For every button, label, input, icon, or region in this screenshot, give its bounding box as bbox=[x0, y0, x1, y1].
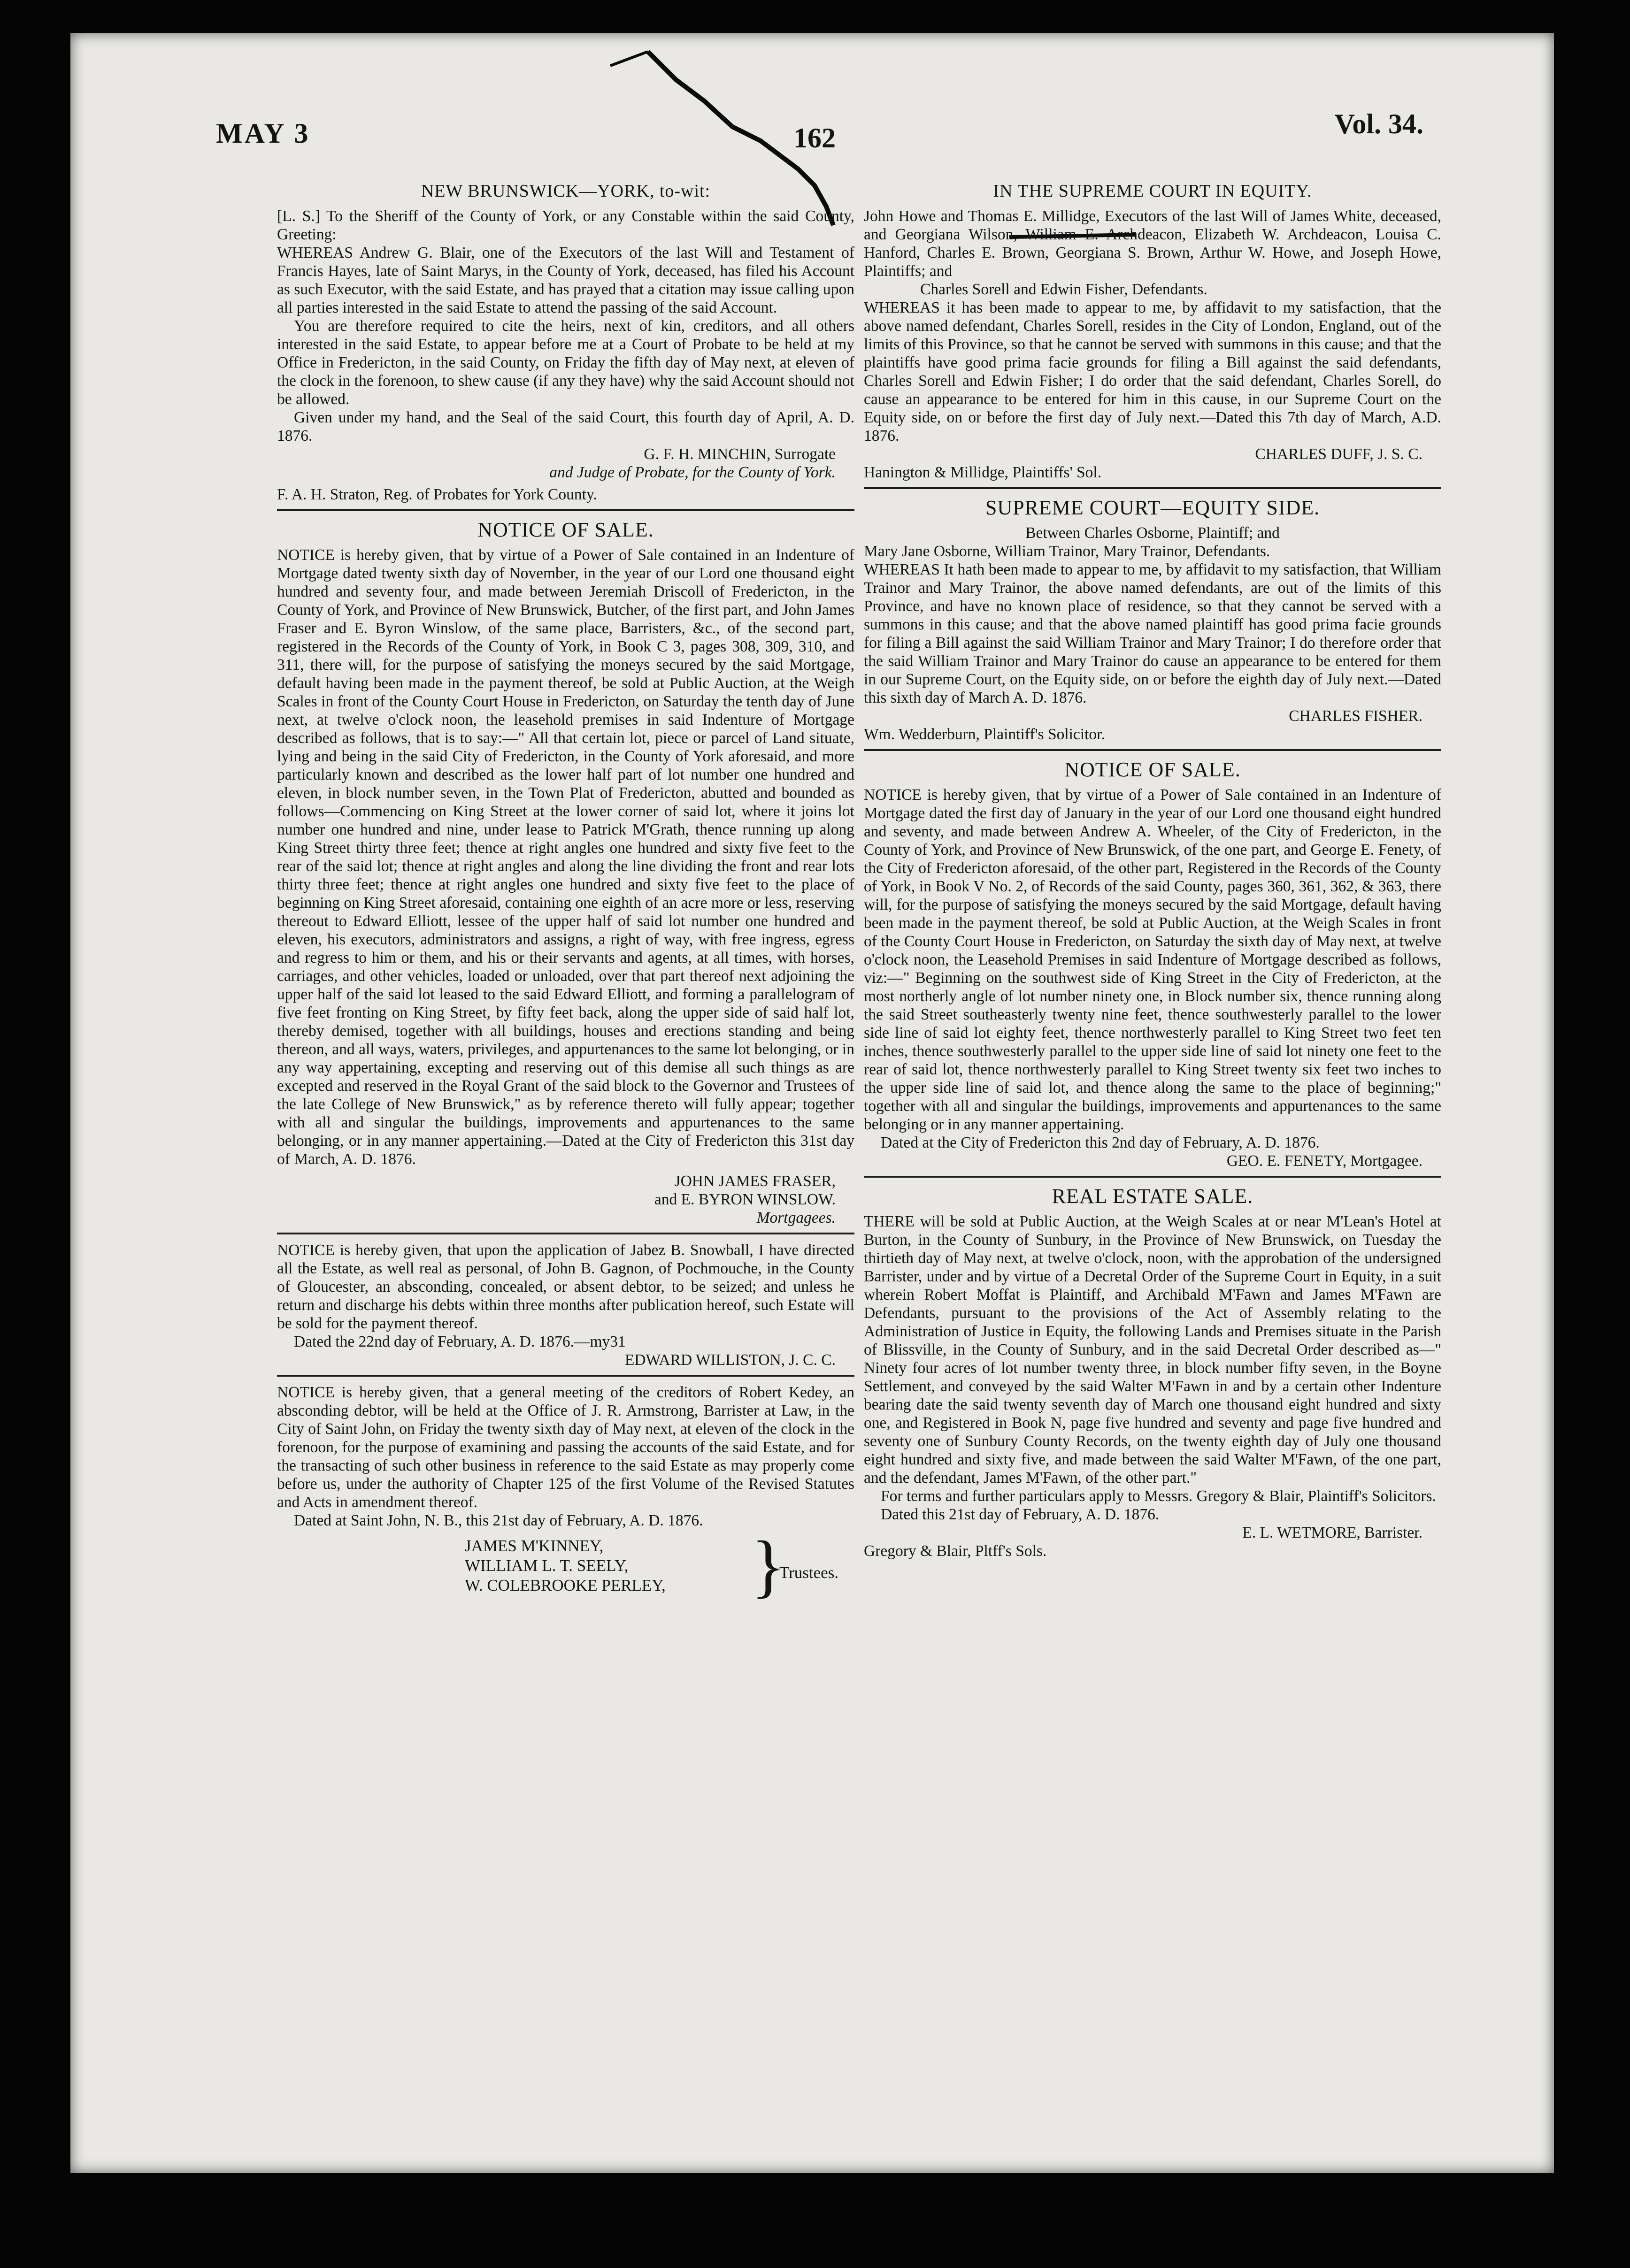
probate-notice-title: NEW BRUNSWICK—YORK, to-wit: bbox=[421, 181, 711, 201]
kedey-notice-body: NOTICE is hereby given, that a general meeting of the creditors of Robert Kedey, an absconding debtor, will be held at the Office of J. R. Armstrong, Barrister at Law, in the City of Saint John, on Friday the twenty sixth day of May next, at eleven of the clock in the forenoon, for the purpose of examining and passing the accounts of the said Estate, and for the transacting of such other business in reference to the said Estate as may properly come before us, under the authority of Chapter 125 of the first Volume of the Revised Statutes and Acts in amendment thereof. bbox=[277, 1384, 854, 1511]
page-number: 162 bbox=[793, 123, 836, 153]
sale-signature-2: and E. BYRON WINSLOW. bbox=[654, 1191, 836, 1208]
supreme-court-signature: CHARLES DUFF, J. S. C. bbox=[1255, 445, 1422, 463]
trustee-3: W. COLEBROOKE PERLEY, bbox=[465, 1576, 666, 1594]
divider bbox=[864, 749, 1441, 751]
page-header bbox=[216, 108, 1423, 169]
equity-side-title: SUPREME COURT—EQUITY SIDE. bbox=[985, 496, 1320, 519]
real-estate-sale-date: Dated this 21st day of February, A. D. 1876. bbox=[881, 1506, 1160, 1523]
probate-registrar: F. A. H. Straton, Reg. of Probates for York County. bbox=[277, 486, 597, 503]
real-estate-sale-solicitors: Gregory & Blair, Pltff's Sols. bbox=[864, 1542, 1047, 1560]
kedey-notice-date: Dated at Saint John, N. B., this 21st day of February, A. D. 1876. bbox=[294, 1512, 703, 1529]
equity-parties-1: Between Charles Osborne, Plaintiff; and bbox=[1025, 524, 1280, 542]
divider bbox=[277, 1375, 854, 1377]
probate-signature-title: and Judge of Probate, for the County of York. bbox=[549, 464, 836, 481]
probate-paragraph-3: Given under my hand, and the Seal of the said Court, this fourth day of April, A. D. 1876. bbox=[277, 409, 854, 444]
real-estate-sale-terms: For terms and further particulars apply to Messrs. Gregory & Blair, Plaintiff's Solicitors. bbox=[881, 1487, 1436, 1505]
supreme-court-defendants: Charles Sorell and Edwin Fisher, Defendants. bbox=[920, 281, 1207, 298]
trustee-names bbox=[465, 1536, 666, 1595]
snowball-notice-body: NOTICE is hereby given, that upon the application of Jabez B. Snowball, I have directed all the Estate, as well real as personal, of John B. Gagnon, of Pochmouche, in the County of Gloucester, an absconding, concealed, or absent debtor, to be seized; and unless he return and discharge his debts within three months after publication hereof, such Estate will be sold for the payment thereof. bbox=[277, 1241, 854, 1332]
supreme-court-parties: John Howe and Thomas E. Millidge, Executors of the last Will of James White, deceased, and Georgiana Wilson, William E. Archdeacon, Elizabeth W. Archdeacon, Louisa C. Hanford, Charles E. Brown, Georgiana S. Brown, Arthur W. Howe, and Joseph Howe, Plaintiffs; and bbox=[864, 207, 1441, 280]
fenety-sale-title: NOTICE OF SALE. bbox=[1064, 758, 1241, 781]
snowball-notice-signature: EDWARD WILLISTON, J. C. C. bbox=[624, 1351, 836, 1369]
supreme-court-title: IN THE SUPREME COURT IN EQUITY. bbox=[993, 181, 1312, 201]
fenety-sale-date: Dated at the City of Fredericton this 2nd day of February, A. D. 1876. bbox=[881, 1134, 1320, 1151]
equity-solicitor: Wm. Wedderburn, Plaintiff's Solicitor. bbox=[864, 726, 1105, 743]
divider bbox=[277, 509, 854, 511]
supreme-court-body: WHEREAS it has been made to appear to me, by affidavit to my satisfaction, that the above named defendant, Charles Sorell, resides in the City of London, England, out of the limits of this Province, so that he cannot be served with summons in this cause; and that the plaintiffs have good prima facie grounds for filing a Bill against the said defendants, Charles Sorell and Edwin Fisher; I do order that the said defendant, Charles Sorell, do cause an appearance to be entered for him in this cause, in our Supreme Court on the Equity side, on or before the first day of July next.—Dated this 7th day of March, A.D. 1876. bbox=[864, 299, 1441, 444]
divider bbox=[864, 1176, 1441, 1178]
trustees-block bbox=[277, 1527, 854, 1616]
snowball-notice-date: Dated the 22nd day of February, A. D. 1876.—my31 bbox=[294, 1333, 626, 1350]
volume-number: Vol. 34. bbox=[1334, 108, 1423, 139]
trustee-1: JAMES M'KINNEY, bbox=[465, 1537, 604, 1555]
sale-notice-title: NOTICE OF SALE. bbox=[477, 518, 654, 541]
divider bbox=[277, 1233, 854, 1234]
curly-brace-icon: } bbox=[751, 1527, 785, 1605]
issue-date: MAY 3 bbox=[216, 118, 310, 149]
probate-paragraph-1: WHEREAS Andrew G. Blair, one of the Executors of the last Will and Testament of Francis Hayes, late of Saint Marys, in the County of York, deceased, has filed his Account as such Executor, with the said Estate, and has prayed that a citation may issue calling upon all parties interested in the said Estate to attend the passing of the said Account. bbox=[277, 244, 854, 316]
real-estate-sale-body: THERE will be sold at Public Auction, at the Weigh Scales at or near M'Lean's Hotel at Burton, in the County of Sunbury, in the Province of New Brunswick, on Tuesday the thirtieth day of May next, at twelve o'clock, noon, with the approbation of the undersigned Barrister, under and by virtue of a Decretal Order of the Supreme Court in Equity, in a suit wherein Robert Moffat is Plaintiff, and Archibald M'Fawn and James M'Fawn are Defendants, pursuant to the provisions of the Act of Assembly relating to the Administration of Justice in Equity, the following Lands and Premises situate in the Parish of Blissville, in the County of Sunbury, and in the said Decretal Order described as—" Ninety four acres of lot number twenty three, in block number fifty seven, in the Boyne Settlement, and conveyed by the said Walter M'Fawn in and by a certain other Indenture bearing date the said twenty seventh day of March one thousand eight hundred and sixty one, and Registered in Book N, page five hundred and seventy and page five hundred and seventy one of Sunbury County Records, on the twenty eighth day of July one thousand eight hundred and sixty five, and made between the said Walter M'Fawn, of the one part, and the defendant, James M'Fawn, of the other part." bbox=[864, 1213, 1441, 1486]
divider bbox=[864, 487, 1441, 489]
probate-address: [L. S.] To the Sheriff of the County of York, or any Constable within the said County, Greeting: bbox=[277, 207, 854, 243]
equity-signature: CHARLES FISHER. bbox=[1289, 707, 1422, 725]
sale-notice-body: NOTICE is hereby given, that by virtue of a Power of Sale contained in an Indenture of Mortgage dated twenty sixth day of November, in the year of our Lord one thousand eight hundred and seventy four, and made between Jeremiah Driscoll of Fredericton, in the County of York, and Province of New Brunswick, Butcher, of the first part, and John James Fraser and E. Byron Winslow, of the same place, Barristers, &c., of the second part, registered in the Records of the County of York, in Book C 3, pages 308, 309, 310, and 311, there will, for the purpose of satisfying the moneys secured by the said Mortgage, default having been made in the payment thereof, be sold at Public Auction, at the Weigh Scales in front of the County Court House in Fredericton, on Saturday the tenth day of June next, at twelve o'clock noon, the leasehold premises in said Indenture of Mortgage described as follows, that is to say:—" All that certain lot, piece or parcel of Land situate, lying and being in the said City of Fredericton, in the County of York aforesaid, and more particularly known and described as the lower half part of lot number one hundred and eleven, in block number seven, in the Town Plat of Fredericton, abutted and bounded as follows—Commencing on King Street at the lower corner of said lot, where it joins lot number one hundred and nine, under lease to Patrick M'Grath, thence running up along King Street thirty three feet; thence at right angles one hundred and sixty five feet to the rear of the said lot; thence at right angles and along the line dividing the front and rear lots thirty three feet; thence at right angles one hundred and sixty five feet to the place of beginning on King Street aforesaid, containing one eighth of an acre more or less, reserving thereout to Edward Elliott, lessee of the upper half of said lot number one hundred and eleven, his executors, administrators and assigns, a right of way, with free ingress, egress and regress to him or them, and his or their servants and agents, at all times, with horses, carriages, and other vehicles, loaded or unloaded, over that part thereof next adjoining the upper half of the said lot leased to the said Edward Elliott, and forming a parallelogram of five feet fronting on King Street, by fifty feet back, along the upper side of said half lot, thereby demised, together with all buildings, houses and erections standing and being thereon, and all ways, waters, privileges, and appurtenances to the same lot belonging, or in any way appertaining, excepting and reserving out of this demise all such things as are excepted and reserved in the Royal Grant of the said block to the Governor and Trustees of the late College of New Brunswick," as by reference thereto will fully appear; together with all and singular the buildings, improvements and appurtenances to the same belonging, or in any manner appertaining.—Dated at the City of Fredericton this 31st day of March, A. D. 1876. bbox=[277, 546, 854, 1168]
probate-paragraph-2: You are therefore required to cite the heirs, next of kin, creditors, and all others interested in the said Estate, to appear before me at a Court of Probate to be held at my Office in Fredericton, in the said County, on Friday the fifth day of May next, at eleven of the clock in the forenoon, to shew cause (if any they have) why the said Account should not be allowed. bbox=[277, 317, 854, 408]
equity-body: WHEREAS It hath been made to appear to me, by affidavit to my satisfaction, that William Trainor and Mary Trainor, the above named defendants, are out of the limits of this Province, and have no known place of residence, so that they cannot be served with a summons in this cause; and that the above named plaintiff has good prima facie grounds for filing a Bill against the said William Trainor and Mary Trainor; I do therefore order that the said William Trainor and Mary Trainor do cause an appearance to be entered for them in our Supreme Court, on the Equity side, on or before the eighth day of July next.—Dated this sixth day of March A. D. 1876. bbox=[864, 561, 1441, 706]
left-column bbox=[277, 176, 854, 1616]
real-estate-sale-title: REAL ESTATE SALE. bbox=[1052, 1185, 1253, 1208]
sale-signature-3: Mortgagees. bbox=[756, 1209, 836, 1226]
trustees-label: Trustees. bbox=[779, 1563, 839, 1582]
sale-signature-1: JOHN JAMES FRASER, bbox=[674, 1172, 836, 1190]
supreme-court-solicitor: Hanington & Millidge, Plaintiffs' Sol. bbox=[864, 464, 1102, 481]
real-estate-sale-signature: E. L. WETMORE, Barrister. bbox=[1242, 1524, 1422, 1541]
equity-parties-2: Mary Jane Osborne, William Trainor, Mary Trainor, Defendants. bbox=[864, 543, 1270, 560]
probate-signature: G. F. H. MINCHIN, Surrogate bbox=[644, 445, 836, 463]
fenety-sale-signature: GEO. E. FENETY, Mortgagee. bbox=[1226, 1152, 1422, 1170]
right-column bbox=[864, 176, 1441, 1560]
fenety-sale-body: NOTICE is hereby given, that by virtue of a Power of Sale contained in an Indenture of Mortgage dated the first day of January in the year of our Lord one thousand eight hundred and seventy, and made between Andrew A. Wheeler, of the City of Fredericton, in the County of York, and Province of New Brunswick, of the one part, and George E. Fenety, of the City of Fredericton aforesaid, of the other part, Registered in the Records of the County of York, in Book V No. 2, of Records of the said County, pages 360, 361, 362, & 363, there will, for the purpose of satisfying the moneys secured by the said Mortgage, default having been made in the payment thereof, be sold at Public Auction, at the Weigh Scales in front of the County Court House in Fredericton, on Saturday the sixth day of May next, at twelve o'clock noon, the Leasehold Premises in said Indenture of Mortgage described as follows, viz:—" Beginning on the southwest side of King Street in the City of Fredericton, at the most northerly angle of lot number ninety one, in Block number six, thence running along the said Street southeasterly twenty nine feet, thence southwesterly parallel to the lower side line of said lot eighty feet, thence northwesterly parallel to King Street two feet ten inches, thence southwesterly parallel to the upper side line of said lot ninety one feet to the rear of said lot, thence northwesterly parallel to King Street twenty six feet two inches to the upper side line of said lot, and thence along the same to the place of beginning;" together with all and singular the buildings, improvements and appurtenances to the same belonging or in any manner appertaining. bbox=[864, 786, 1441, 1133]
trustee-2: WILLIAM L. T. SEELY, bbox=[465, 1556, 629, 1575]
